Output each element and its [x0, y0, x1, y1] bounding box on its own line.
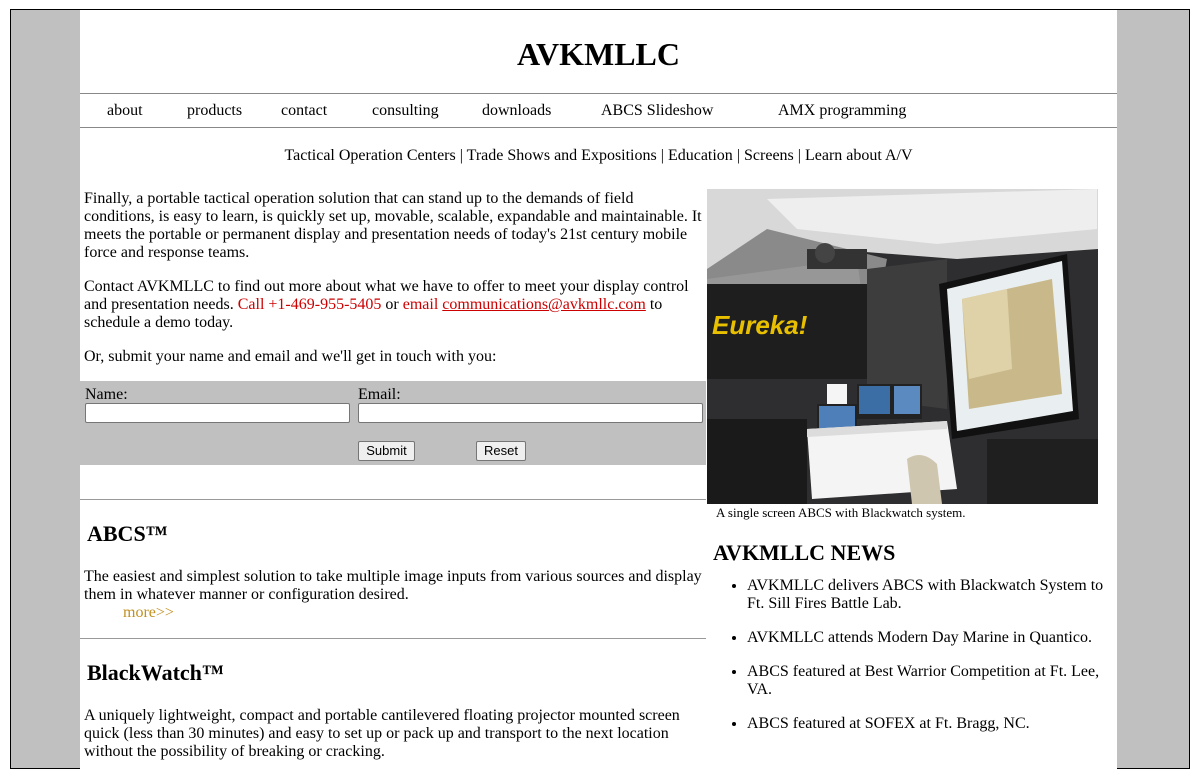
blackwatch-heading: BlackWatch™: [87, 660, 224, 685]
intro-paragraph: Finally, a portable tactical operation solution that can stand up to the demands of field conditions, is easy to learn, is quickly set up, movable, scalable, expandable and maintainable. It meets the portable or permanent display and presentation needs of today's 21st century mobile force and response teams.: [84, 190, 702, 261]
news-list: [713, 577, 1108, 749]
subnav-screens[interactable]: Screens: [744, 147, 794, 164]
eureka-banner-text: Eureka!: [712, 310, 808, 340]
contact-form: [80, 381, 706, 465]
submit-prompt: Or, submit your name and email and we'll get in touch with you:: [84, 348, 497, 365]
nav-amx-programming[interactable]: AMX programming: [778, 102, 907, 119]
subnav-trade-shows[interactable]: Trade Shows and Expositions: [466, 147, 657, 164]
abcs-heading: ABCS™: [87, 521, 168, 546]
nav-about[interactable]: about: [107, 102, 143, 119]
main-nav: [80, 93, 1117, 128]
photo-caption: A single screen ABCS with Blackwatch system.: [716, 505, 966, 520]
nav-downloads[interactable]: downloads: [482, 102, 552, 119]
email-label-field: Email:: [358, 386, 401, 403]
subnav-separator: |: [793, 147, 805, 164]
news-item: • AVKMLLC attends Modern Day Marine in Quantico.: [747, 629, 1108, 647]
intro-text: [84, 190, 706, 382]
email-label: email: [402, 296, 439, 313]
name-input[interactable]: [85, 403, 350, 423]
contact-text: Contact AVKMLLC to find out more about what we have to offer to meet your display control and presentation needs.: [84, 278, 689, 313]
subnav-tactical-operation-centers[interactable]: Tactical Operation Centers: [284, 147, 456, 164]
subnav-learn-about-av[interactable]: Learn about A/V: [804, 147, 913, 164]
news-item: • AVKMLLC delivers ABCS with Blackwatch System to Ft. Sill Fires Battle Lab.: [747, 577, 1108, 613]
email-link[interactable]: communications@avkmllc.com: [442, 296, 646, 313]
call-number: Call +1-469-955-5405: [237, 296, 382, 313]
news-item: • ABCS featured at SOFEX at Ft. Bragg, NC.: [747, 715, 1108, 733]
subnav-separator: |: [455, 147, 467, 164]
site-title: AVKMLLC: [517, 36, 680, 72]
submit-button[interactable]: Submit: [358, 441, 415, 461]
tent-display-image: [707, 189, 1098, 504]
nav-consulting[interactable]: consulting: [372, 102, 439, 119]
abcs-more-link[interactable]: more>>: [123, 604, 174, 621]
name-label: Name:: [85, 386, 128, 403]
page-content: [80, 10, 1117, 770]
abcs-blackwatch-photo: [707, 189, 1098, 504]
subnav-education[interactable]: Education: [667, 147, 733, 164]
subnav-separator: |: [732, 147, 745, 164]
blackwatch-description: A uniquely lightweight, compact and portable cantilevered floating projector mounted screen quick (less than 30 minutes) and easy to set up or pack up and transport to the next location without the possibility of breaking or cracking.: [84, 707, 680, 760]
reset-button[interactable]: Reset: [476, 441, 526, 461]
email-input[interactable]: [358, 403, 703, 423]
contact-or: or: [381, 296, 403, 313]
abcs-description: The easiest and simplest solution to take multiple image inputs from various sources and display them in whatever manner or configuration desired.: [84, 568, 702, 603]
subnav-separator: |: [656, 147, 668, 164]
news-heading: AVKMLLC NEWS: [713, 540, 896, 565]
divider: [80, 638, 706, 639]
contact-end: to schedule a demo today.: [84, 296, 663, 331]
sub-nav: [80, 147, 1117, 165]
contact-paragraph: [84, 278, 706, 332]
nav-abcs-slideshow[interactable]: ABCS Slideshow: [601, 102, 714, 119]
divider: [80, 499, 706, 500]
news-item: • ABCS featured at Best Warrior Competition at Ft. Lee, VA.: [747, 663, 1108, 699]
nav-products[interactable]: products: [187, 102, 243, 119]
nav-contact[interactable]: contact: [281, 102, 328, 119]
